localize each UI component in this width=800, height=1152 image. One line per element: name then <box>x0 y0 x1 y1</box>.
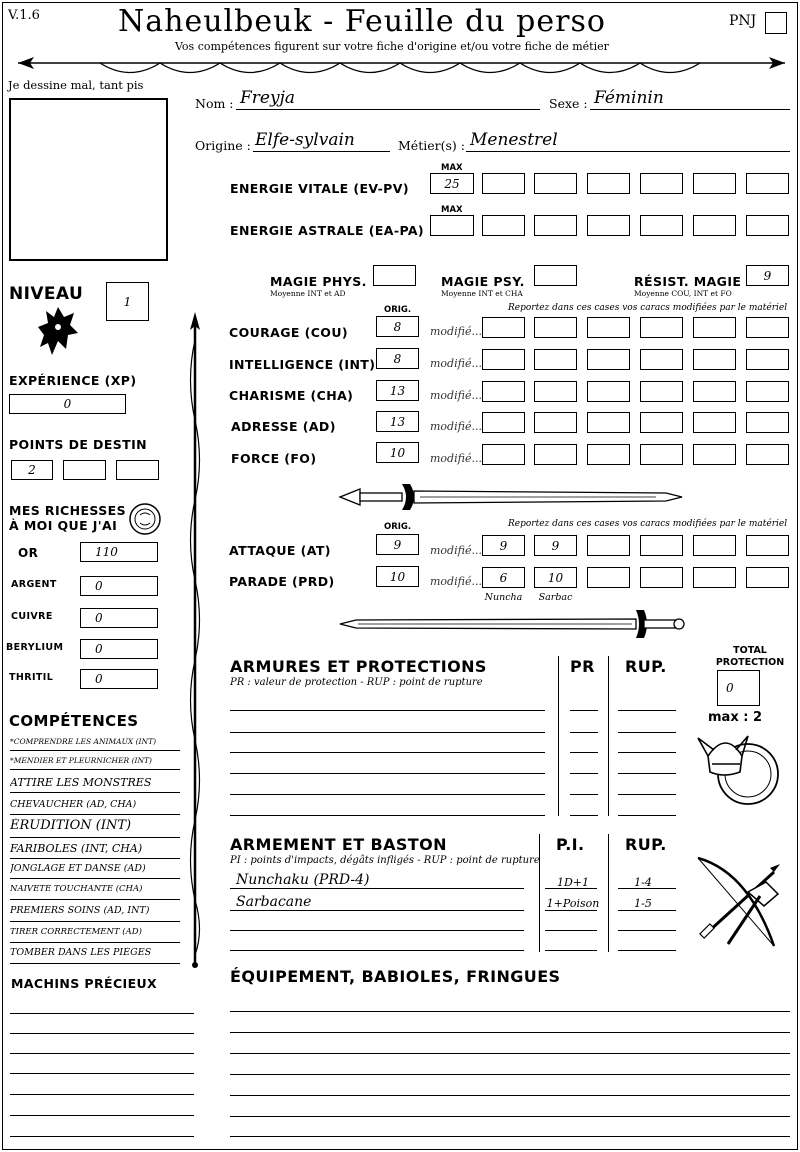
at-mod-box-4[interactable] <box>640 535 683 556</box>
or-label: OR <box>18 546 39 560</box>
ev-label: ENERGIE VITALE (EV-PV) <box>230 181 409 196</box>
fo-value: 10 <box>389 445 406 460</box>
prd-mod-box-2[interactable] <box>534 567 577 588</box>
weapon-caption-2: Sarbac <box>538 592 573 603</box>
at-mod-value-1: 9 <box>499 538 508 553</box>
skill-line-3[interactable]: ATTIRE LES MONSTRES <box>10 776 180 793</box>
destin-label: POINTS DE DESTIN <box>9 437 148 452</box>
total-protection-label-1: TOTAL <box>733 645 767 656</box>
skill-line-5[interactable]: ÉRUDITION (INT) <box>10 818 180 838</box>
armures-col-pr: PR <box>570 657 595 676</box>
cou-mod-label: modifié... <box>430 325 482 338</box>
cha-mod-box-4[interactable] <box>640 381 683 402</box>
cuivre-label: CUIVRE <box>11 611 53 622</box>
armures-col-rup: RUP. <box>625 657 667 676</box>
equipement-line-3[interactable] <box>230 1053 790 1054</box>
armure-pr-line-2[interactable] <box>570 732 598 733</box>
ev-max-label: MAX <box>441 163 463 173</box>
equipement-line-2[interactable] <box>230 1032 790 1033</box>
berylium-value: 0 <box>95 642 103 656</box>
ad-value: 13 <box>389 414 406 429</box>
armures-subtitle: PR : valeur de protection - RUP : point de rupture <box>230 677 483 688</box>
machins-line-1[interactable] <box>10 1013 194 1014</box>
helmet-shield-icon <box>696 726 786 812</box>
destin-box-1[interactable] <box>11 460 53 480</box>
resist-magie-label: RÉSIST. MAGIE <box>634 274 742 289</box>
ev-box-4[interactable] <box>640 173 683 194</box>
argent-box[interactable] <box>80 576 158 596</box>
ea-box-5[interactable] <box>693 215 736 236</box>
ad-box[interactable] <box>376 411 419 432</box>
armement-col-pi: P.I. <box>556 835 585 854</box>
equipement-title: ÉQUIPEMENT, BABIOLES, FRINGUES <box>230 967 561 986</box>
weapon-1-name: Nunchaku (PRD-4) <box>236 872 370 888</box>
armure-rup-line-5[interactable] <box>618 794 676 795</box>
thritil-box[interactable] <box>80 669 158 689</box>
armure-rup-line-2[interactable] <box>618 732 676 733</box>
int-mod-box-4[interactable] <box>640 349 683 370</box>
int-mod-box-2[interactable] <box>534 349 577 370</box>
argent-value: 0 <box>95 579 103 593</box>
int-value: 8 <box>393 351 402 366</box>
armures-divider-1 <box>558 656 559 816</box>
weapon-rup-line-4[interactable] <box>618 950 676 951</box>
weapon-line-3[interactable] <box>230 930 524 931</box>
cha-mod-box-2[interactable] <box>534 381 577 402</box>
argent-label: ARGENT <box>11 579 57 590</box>
origine-field[interactable] <box>253 130 390 152</box>
armures-divider-2 <box>608 656 609 816</box>
at-mod-box-6[interactable] <box>746 535 789 556</box>
int-mod-box-3[interactable] <box>587 349 630 370</box>
at-value: 9 <box>393 537 402 552</box>
int-mod-label: modifié... <box>430 357 482 370</box>
weapon-rup-line-2[interactable] <box>618 910 676 911</box>
ea-box-4[interactable] <box>640 215 683 236</box>
ad-mod-box-3[interactable] <box>587 412 630 433</box>
resist-magie-value: 9 <box>763 268 772 283</box>
cha-value: 13 <box>389 383 406 398</box>
total-protection-max: max : 2 <box>708 710 762 725</box>
fo-mod-box-5[interactable] <box>693 444 736 465</box>
fo-box[interactable] <box>376 442 419 463</box>
prd-mod-value-1: 6 <box>499 570 508 585</box>
armement-title: ARMEMENT ET BASTON <box>230 835 447 854</box>
machins-line-3[interactable] <box>10 1053 194 1054</box>
at-box[interactable] <box>376 534 419 555</box>
origine-value: Elfe-sylvain <box>255 130 355 150</box>
magie-phys-note: Moyenne INT et AD <box>270 289 346 298</box>
spear-divider <box>182 310 208 970</box>
version-label: V.1.6 <box>8 8 40 23</box>
weapon-1-pi: 1D+1 <box>556 876 590 889</box>
stats-orig-label: ORIG. <box>384 305 412 315</box>
at-mod-box-5[interactable] <box>693 535 736 556</box>
skill-line-9[interactable]: PREMIERS SOINS (AD, INT) <box>10 905 180 922</box>
competences-title: COMPÉTENCES <box>9 712 139 730</box>
thritil-value: 0 <box>95 672 103 686</box>
ad-mod-label: modifié... <box>430 420 482 433</box>
ev-box-3[interactable] <box>587 173 630 194</box>
fo-mod-box-4[interactable] <box>640 444 683 465</box>
destin-value-1: 2 <box>28 463 36 477</box>
armure-line-3[interactable] <box>230 752 545 753</box>
at-mod-box-1[interactable] <box>482 535 525 556</box>
berylium-label: BERYLIUM <box>6 642 64 653</box>
prd-mod-box-4[interactable] <box>640 567 683 588</box>
armure-line-2[interactable] <box>230 732 545 733</box>
cha-mod-label: modifié... <box>430 389 482 402</box>
ad-mod-box-5[interactable] <box>693 412 736 433</box>
portrait-caption: Je dessine mal, tant pis <box>8 78 144 92</box>
int-box[interactable] <box>376 348 419 369</box>
armure-rup-line-3[interactable] <box>618 752 676 753</box>
skill-line-6[interactable]: FARIBOLES (INT, CHA) <box>10 842 180 859</box>
cou-mod-box-5[interactable] <box>693 317 736 338</box>
armure-rup-line-1[interactable] <box>618 710 676 711</box>
stats-note: Reportez dans ces cases vos caracs modifiées par le matériel <box>508 303 788 313</box>
armement-subtitle: PI : points d'impacts, dégâts infligés - RUP : point de rupture <box>230 855 540 866</box>
armure-line-4[interactable] <box>230 773 545 774</box>
resist-magie-note: Moyenne COU, INT et FO <box>634 289 732 298</box>
weapon-2-pi: 1+Poison <box>546 897 600 910</box>
cha-mod-box-1[interactable] <box>482 381 525 402</box>
armure-line-5[interactable] <box>230 794 545 795</box>
origine-label: Origine : <box>195 138 251 153</box>
resist-magie-box[interactable] <box>746 265 789 286</box>
weapon-caption-1: Nuncha <box>484 592 523 603</box>
cuivre-value: 0 <box>95 611 103 625</box>
armure-rup-line-6[interactable] <box>618 815 676 816</box>
equipement-line-6[interactable] <box>230 1116 790 1117</box>
cou-mod-box-1[interactable] <box>482 317 525 338</box>
xp-box[interactable] <box>9 394 126 414</box>
ad-label: ADRESSE (AD) <box>231 419 336 434</box>
skill-line-1[interactable]: *COMPRENDRE LES ANIMAUX (INT) <box>10 737 180 751</box>
cou-label: COURAGE (COU) <box>229 325 348 340</box>
int-mod-box-6[interactable] <box>746 349 789 370</box>
dragon-icon <box>36 303 80 361</box>
destin-box-3[interactable] <box>116 460 159 480</box>
pnj-checkbox[interactable] <box>765 12 787 34</box>
xp-value: 0 <box>63 397 72 411</box>
prd-mod-box-5[interactable] <box>693 567 736 588</box>
armure-pr-line-5[interactable] <box>570 794 598 795</box>
ea-box-1[interactable] <box>482 215 525 236</box>
prd-mod-value-2: 10 <box>547 570 564 585</box>
weapon-rup-line-3[interactable] <box>618 930 676 931</box>
coin-icon <box>127 501 163 537</box>
skill-line-8[interactable]: NAÏVETÉ TOUCHANTE (CHA) <box>10 884 180 900</box>
weapon-line-2[interactable] <box>230 910 524 911</box>
weapon-1-rup: 1-4 <box>634 876 652 889</box>
sword-icon <box>336 480 686 514</box>
cou-mod-box-3[interactable] <box>587 317 630 338</box>
int-label: INTELLIGENCE (INT) <box>229 357 376 372</box>
cha-mod-box-6[interactable] <box>746 381 789 402</box>
cha-box[interactable] <box>376 380 419 401</box>
weapons-icon <box>688 852 788 952</box>
skill-line-4[interactable]: CHEVAUCHER (AD, CHA) <box>10 799 180 815</box>
cuivre-box[interactable] <box>80 608 158 628</box>
machins-line-6[interactable] <box>10 1115 194 1116</box>
weapon-line-4[interactable] <box>230 950 524 951</box>
weapon-2-name: Sarbacane <box>236 894 312 910</box>
skill-line-7[interactable]: JONGLAGE ET DANSE (AD) <box>10 863 180 879</box>
richesses-title-1: MES RICHESSES <box>9 503 126 518</box>
cha-label: CHARISME (CHA) <box>229 388 354 403</box>
prd-value: 10 <box>389 569 406 584</box>
equipement-line-7[interactable] <box>230 1136 790 1137</box>
cou-mod-box-4[interactable] <box>640 317 683 338</box>
fo-mod-box-6[interactable] <box>746 444 789 465</box>
armure-line-6[interactable] <box>230 815 545 816</box>
metier-field[interactable] <box>466 130 790 152</box>
magie-phys-label: MAGIE PHYS. <box>270 274 367 289</box>
nom-label: Nom : <box>195 96 234 111</box>
niveau-box[interactable] <box>106 282 149 321</box>
sheet-title: Naheulbeuk - Feuille du perso <box>118 4 606 39</box>
cha-mod-box-3[interactable] <box>587 381 630 402</box>
ea-label: ENERGIE ASTRALE (EA-PA) <box>230 223 425 238</box>
fo-mod-label: modifié... <box>430 452 482 465</box>
prd-mod-box-1[interactable] <box>482 567 525 588</box>
fo-mod-box-3[interactable] <box>587 444 630 465</box>
machins-line-2[interactable] <box>10 1033 194 1034</box>
ad-mod-box-2[interactable] <box>534 412 577 433</box>
machins-line-7[interactable] <box>10 1136 194 1137</box>
magie-phys-box[interactable] <box>373 265 416 286</box>
machins-title: MACHINS PRÉCIEUX <box>11 976 158 991</box>
weapon-rup-line-1[interactable] <box>618 888 676 889</box>
ad-mod-box-1[interactable] <box>482 412 525 433</box>
ea-box-2[interactable] <box>534 215 577 236</box>
metier-label: Métier(s) : <box>398 138 465 153</box>
weapon-pi-line-2[interactable] <box>545 910 597 911</box>
weapon-line-1[interactable] <box>230 888 524 889</box>
at-mod-value-2: 9 <box>551 538 560 553</box>
fo-mod-box-2[interactable] <box>534 444 577 465</box>
ea-max-box[interactable] <box>430 215 474 236</box>
prd-mod-box-6[interactable] <box>746 567 789 588</box>
armures-title: ARMURES ET PROTECTIONS <box>230 657 487 676</box>
total-protection-box[interactable] <box>717 670 760 706</box>
niveau-value: 1 <box>123 294 132 309</box>
cha-mod-box-5[interactable] <box>693 381 736 402</box>
equipement-line-5[interactable] <box>230 1095 790 1096</box>
magie-psy-note: Moyenne INT et CHA <box>441 289 523 298</box>
nom-field[interactable] <box>236 88 540 110</box>
at-mod-label: modifié... <box>430 544 482 557</box>
armement-divider-2 <box>608 834 609 952</box>
weapon-pi-line-3[interactable] <box>545 930 597 931</box>
ev-box-1[interactable] <box>482 173 525 194</box>
cou-value: 8 <box>393 319 402 334</box>
total-protection-value: 0 <box>726 681 734 695</box>
sexe-label: Sexe : <box>549 96 588 111</box>
weapon-2-rup: 1-5 <box>634 897 652 910</box>
weapon-pi-line-1[interactable] <box>545 888 597 889</box>
ad-mod-box-6[interactable] <box>746 412 789 433</box>
int-mod-box-1[interactable] <box>482 349 525 370</box>
nom-value: Freyja <box>240 88 295 108</box>
destin-box-2[interactable] <box>63 460 106 480</box>
magie-psy-box[interactable] <box>534 265 577 286</box>
ev-box-5[interactable] <box>693 173 736 194</box>
skill-line-11[interactable]: TOMBER DANS LES PIÈGES <box>10 947 180 964</box>
or-box[interactable] <box>80 542 158 562</box>
fo-mod-box-1[interactable] <box>482 444 525 465</box>
magie-psy-label: MAGIE PSY. <box>441 274 525 289</box>
at-label: ATTAQUE (AT) <box>229 543 331 558</box>
niveau-label: NIVEAU <box>9 284 84 304</box>
ea-box-6[interactable] <box>746 215 789 236</box>
prd-mod-label: modifié... <box>430 575 482 588</box>
ev-box-6[interactable] <box>746 173 789 194</box>
prd-box[interactable] <box>376 566 419 587</box>
richesses-title-2: À MOI QUE J'AI <box>9 518 118 533</box>
ad-mod-box-4[interactable] <box>640 412 683 433</box>
prd-label: PARADE (PRD) <box>229 574 335 589</box>
metier-value: Menestrel <box>470 130 558 150</box>
prd-mod-box-3[interactable] <box>587 567 630 588</box>
at-mod-box-3[interactable] <box>587 535 630 556</box>
thritil-label: THRITIL <box>9 672 54 683</box>
ea-box-3[interactable] <box>587 215 630 236</box>
pnj-label: PNJ <box>729 13 757 29</box>
portrait-frame[interactable] <box>9 98 168 261</box>
skill-line-10[interactable]: TIRER CORRECTEMENT (AD) <box>10 927 180 943</box>
at-mod-box-2[interactable] <box>534 535 577 556</box>
total-protection-label-2: PROTECTION <box>715 657 785 668</box>
equipement-line-1[interactable] <box>230 1011 790 1012</box>
weapon-pi-line-4[interactable] <box>545 950 597 951</box>
berylium-box[interactable] <box>80 639 158 659</box>
total-protection-label <box>706 645 794 669</box>
armement-col-rup: RUP. <box>625 835 667 854</box>
combat-note: Reportez dans ces cases vos caracs modifiées par le matériel <box>508 519 788 529</box>
machins-line-5[interactable] <box>10 1094 194 1095</box>
armure-pr-line-6[interactable] <box>570 815 598 816</box>
xp-label: EXPÉRIENCE (XP) <box>9 373 137 388</box>
armure-pr-line-1[interactable] <box>570 710 598 711</box>
cou-mod-box-6[interactable] <box>746 317 789 338</box>
fo-label: FORCE (FO) <box>231 451 317 466</box>
equipement-line-4[interactable] <box>230 1074 790 1075</box>
sheet-subtitle: Vos compétences figurent sur votre fiche d'origine et/ou votre fiche de métier <box>175 40 609 53</box>
armure-rup-line-4[interactable] <box>618 773 676 774</box>
cou-mod-box-2[interactable] <box>534 317 577 338</box>
skill-line-2[interactable]: *MENDIER ET PLEURNICHER (INT) <box>10 756 180 770</box>
armement-divider-1 <box>539 834 540 952</box>
armure-line-1[interactable] <box>230 710 545 711</box>
int-mod-box-5[interactable] <box>693 349 736 370</box>
ev-max-box[interactable] <box>430 173 474 194</box>
machins-line-4[interactable] <box>10 1073 194 1074</box>
or-value: 110 <box>95 545 118 559</box>
sexe-value: Féminin <box>594 88 664 108</box>
sword-icon-2 <box>336 607 686 641</box>
ev-max-value: 25 <box>444 176 460 191</box>
ev-box-2[interactable] <box>534 173 577 194</box>
armure-pr-line-3[interactable] <box>570 752 598 753</box>
combat-orig-label: ORIG. <box>384 522 412 532</box>
armure-pr-line-4[interactable] <box>570 773 598 774</box>
sexe-field[interactable] <box>590 88 790 110</box>
ea-max-label: MAX <box>441 205 463 215</box>
cou-box[interactable] <box>376 316 419 337</box>
